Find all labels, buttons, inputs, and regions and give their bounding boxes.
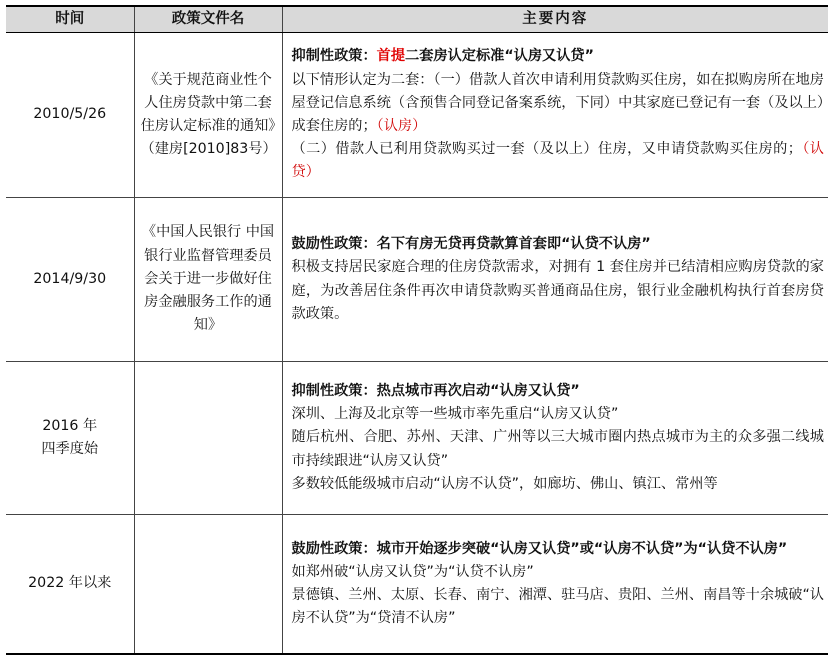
headline-prefix: 抑制性政策：	[291, 48, 377, 65]
content-paragraph	[292, 138, 825, 184]
paragraph-tag: （认贷）	[291, 141, 824, 181]
paragraph-tag: （认房）	[376, 118, 427, 134]
table-row	[6, 362, 828, 515]
row-doc-name: 《中国人民银行 中国银行业监督管理委员会关于进一步做好住房金融服务工作的通知》	[134, 198, 282, 362]
table-row	[6, 33, 828, 198]
content-paragraph: 景德镇、兰州、太原、长春、南宁、湘潭、驻马店、贵阳、兰州、南昌等十余城破“认房不认贷”为“贷清不认房”	[291, 587, 824, 627]
header-time: 时间	[6, 6, 134, 33]
row-time: 2010/5/26	[6, 33, 134, 198]
row-headline: 鼓励性政策：名下有房无贷再贷款算首套即“认贷不认房”	[291, 236, 651, 253]
row-content	[282, 362, 828, 515]
row-content	[282, 198, 828, 362]
content-paragraph: 多数较低能级城市启动“认房不认贷”，如廊坊、佛山、镇江、常州等	[291, 475, 718, 492]
header-doc-name: 政策文件名	[134, 6, 282, 33]
headline-highlight: 首提	[376, 48, 406, 65]
row-doc-name	[134, 515, 282, 655]
content-paragraph: 深圳、上海及北京等一些城市率先重启“认房又认贷”	[291, 406, 619, 423]
time-line: 四季度始	[41, 441, 99, 457]
time-line: 2016 年	[42, 417, 98, 434]
paragraph-text: 以下情形认定为二套：（一）借款人首次申请利用贷款购买住房，如在拟购房所在地房屋登记信息系统（含预售合同登记备案系统，下同）中其家庭已登记有一套（及以上）成套住房的；	[291, 71, 824, 134]
header-main-content: 主要内容	[282, 6, 828, 33]
row-doc-name: 《关于规范商业性个人住房贷款中第二套住房认定标准的通知》（建房[2010]83号）	[134, 33, 282, 198]
table-header-row	[6, 6, 828, 33]
row-time	[6, 362, 134, 515]
row-content	[282, 515, 828, 655]
content-paragraph: 积极支持居民家庭合理的住房贷款需求，对拥有 1 套住房并已结清相应购房贷款的家庭，为改善居住条件再次申请贷款购买普通商品住房，银行业金融机构执行首套房贷款政策。	[291, 259, 824, 322]
paragraph-text: （二）借款人已利用贷款购买过一套（及以上）住房，又申请贷款购买住房的；	[291, 141, 802, 158]
row-time: 2014/9/30	[6, 198, 134, 362]
table-row	[6, 198, 828, 362]
headline-suffix: 二套房认定标准“认房又认贷”	[405, 48, 594, 65]
row-headline: 抑制性政策：热点城市再次启动“认房又认贷”	[291, 382, 580, 399]
row-content	[282, 33, 828, 198]
row-time: 2022 年以来	[6, 515, 134, 655]
row-headline: 鼓励性政策：城市开始逐步突破“认房又认贷”或“认房不认贷”为“认贷不认房”	[291, 540, 788, 557]
policy-table	[6, 5, 828, 655]
content-paragraph	[292, 69, 825, 139]
content-paragraph: 随后杭州、合肥、苏州、天津、广州等以三大城市圈内热点城市为主的众多强二线城市持续跟进“认房又认贷”	[291, 429, 824, 469]
table-row	[6, 515, 828, 655]
row-doc-name	[134, 362, 282, 515]
content-paragraph: 如郑州破“认房又认贷”为“认贷不认房”	[291, 563, 534, 580]
row-headline	[292, 45, 825, 68]
